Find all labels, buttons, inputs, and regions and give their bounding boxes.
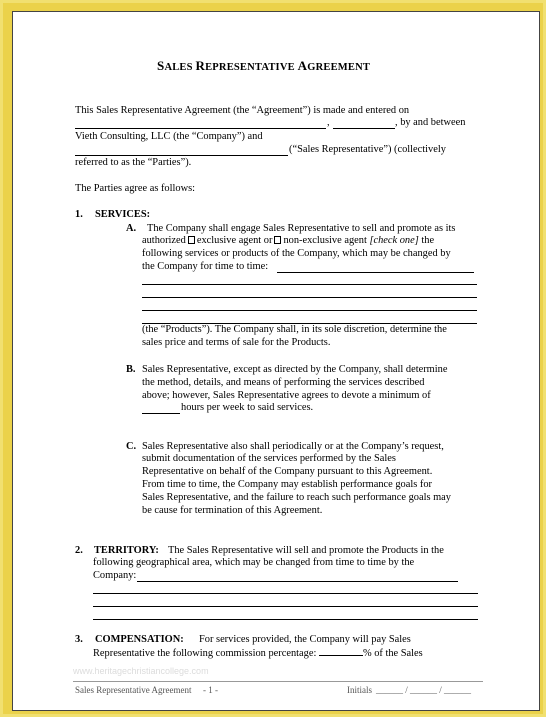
item-c-line-2: submit documentation of the services performed by the Sales (142, 453, 396, 464)
commission-blank[interactable] (319, 646, 363, 656)
intro-line-5: referred to as the “Parties”). (75, 157, 192, 168)
intro-line-3: Vieth Consulting, LLC (the “Company”) and (75, 131, 263, 142)
non-exclusive-checkbox[interactable] (274, 236, 281, 244)
section-3-line-1: For services provided, the Company will pay Sales (199, 634, 411, 645)
section-2-heading: TERRITORY: (94, 545, 159, 556)
exclusive-checkbox[interactable] (188, 236, 195, 244)
products-blank-4[interactable] (142, 310, 477, 311)
footer-page-number: - 1 - (203, 685, 218, 695)
item-a-line-2: authorized exclusive agent or non-exclusive agent [check one] the (142, 235, 435, 246)
section-3-line-2: Representative the following commission percentage: % of the Sales (93, 648, 423, 659)
parties-agree: The Parties agree as follows: (75, 183, 196, 194)
territory-blank-3[interactable] (93, 606, 478, 607)
date-blank-2[interactable] (333, 128, 395, 129)
item-c-line-1: Sales Representative also shall periodically or at the Company’s request, (142, 441, 444, 452)
item-b-line-3: above; however, Sales Representative agrees to devote a minimum of (142, 390, 431, 401)
item-a-line-4: the Company for time to time: (142, 261, 269, 272)
section-3-number: 3. (75, 634, 83, 645)
territory-blank-4[interactable] (93, 619, 478, 620)
footer-initials-blanks[interactable]: ______ / ______ / ______ (376, 685, 472, 695)
footer-initials-label: Initials (347, 685, 372, 695)
document-page: SALES REPRESENTATIVE AGREEMENT This Sales Representative Agreement (the “Agreement”) is made and entered on , , by and between Vieth Consulting, LLC (the “Company”) and (“Sales Representative”) (collectively referred to as the “Parties”). The Parties agree as follows: 1. SERVICES: A. The Company shall engage Sales Representative to sell and promote as its authorized exclusive agent or non-exclusive agent [check one] the following services or products of the Company, which may be changed by the Company for time to time: (the “Products”). The Company shall, in its sole discretion, determine the sales price and terms of sale for the Products. B. Sales Representative, except as directed by the Company, shall determine the method, details, and means of performing the services described above; however, Sales Representative agrees to devote a minimum of hours per week to said services. C. Sales Representative also shall periodically or at the Company’s request, submit documentation of the services performed by the Sales Representative on behalf of the Company pursuant to this Agreement. From time to time, the Company may establish performance goals for Sales Representative, and the failure to reach such performance goals may be cause for termination of this Agreement. 2. TERRITORY: The Sales Representative will sell and promote the Products in the following geographical area, which may be changed from time to time by the Company: 3. COMPENSATION: For services provided, the Company will pay Sales Representative the following commission percentage: % of the Sales www.heritagechristiancollege.com Sales Representative Agreement - 1 - Initials ______ / ______ / ______ (12, 11, 540, 711)
item-b-label: B. (126, 364, 136, 375)
item-a-label: A. (126, 223, 137, 234)
page-frame (3, 3, 543, 714)
section-1-heading: SERVICES: (95, 209, 151, 220)
section-2-line-2: following geographical area, which may be changed from time to time by the (93, 557, 415, 568)
date-blank-1[interactable] (75, 128, 326, 129)
section-2-line-1: The Sales Representative will sell and promote the Products in the (168, 545, 444, 556)
section-1-number: 1. (75, 209, 83, 220)
document-title: SALES REPRESENTATIVE AGREEMENT (157, 58, 371, 73)
item-a-line-9: (the “Products”). The Company shall, in its sole discretion, determine the (142, 324, 447, 335)
section-3-heading: COMPENSATION: (95, 634, 184, 645)
item-c-line-5: Sales Representative, and the failure to reach such performance goals may (142, 492, 451, 503)
watermark: www.heritagechristiancollege.com (73, 666, 209, 676)
hours-blank[interactable] (142, 413, 180, 414)
item-c-line-3: Representative on behalf of the Company pursuant to this Agreement. (142, 466, 433, 477)
item-a-line-10: sales price and terms of sale for the Products. (142, 337, 331, 348)
item-c-line-4: From time to time, the Company may establish performance goals for (142, 479, 433, 490)
item-c-label: C. (126, 441, 137, 452)
territory-blank-1[interactable] (137, 581, 458, 582)
item-b-line-1: Sales Representative, except as directed by the Company, shall determine (142, 364, 448, 375)
products-blank-1[interactable] (277, 272, 474, 273)
item-a-line-3: following services or products of the Company, which may be changed by (142, 248, 451, 259)
footer-title: Sales Representative Agreement (75, 685, 192, 695)
products-blank-2[interactable] (142, 284, 477, 285)
products-blank-3[interactable] (142, 297, 477, 298)
item-a-line-1: The Company shall engage Sales Representative to sell and promote as its (147, 223, 456, 234)
intro-line-1: This Sales Representative Agreement (the “Agreement”) is made and entered on (75, 105, 410, 116)
item-b-line-2: the method, details, and means of performing the services described (142, 377, 425, 388)
territory-blank-2[interactable] (93, 593, 478, 594)
sales-rep-name-blank[interactable] (75, 155, 288, 156)
intro-line-2-tail: , by and between (395, 117, 466, 128)
footer-rule (73, 681, 483, 682)
section-2-number: 2. (75, 545, 83, 556)
item-c-line-6: be cause for termination of this Agreement. (142, 505, 323, 516)
item-b-line-4: hours per week to said services. (181, 402, 314, 413)
intro-line-4-tail: (“Sales Representative”) (collectively (289, 144, 446, 155)
section-2-line-3: Company: (93, 570, 137, 581)
